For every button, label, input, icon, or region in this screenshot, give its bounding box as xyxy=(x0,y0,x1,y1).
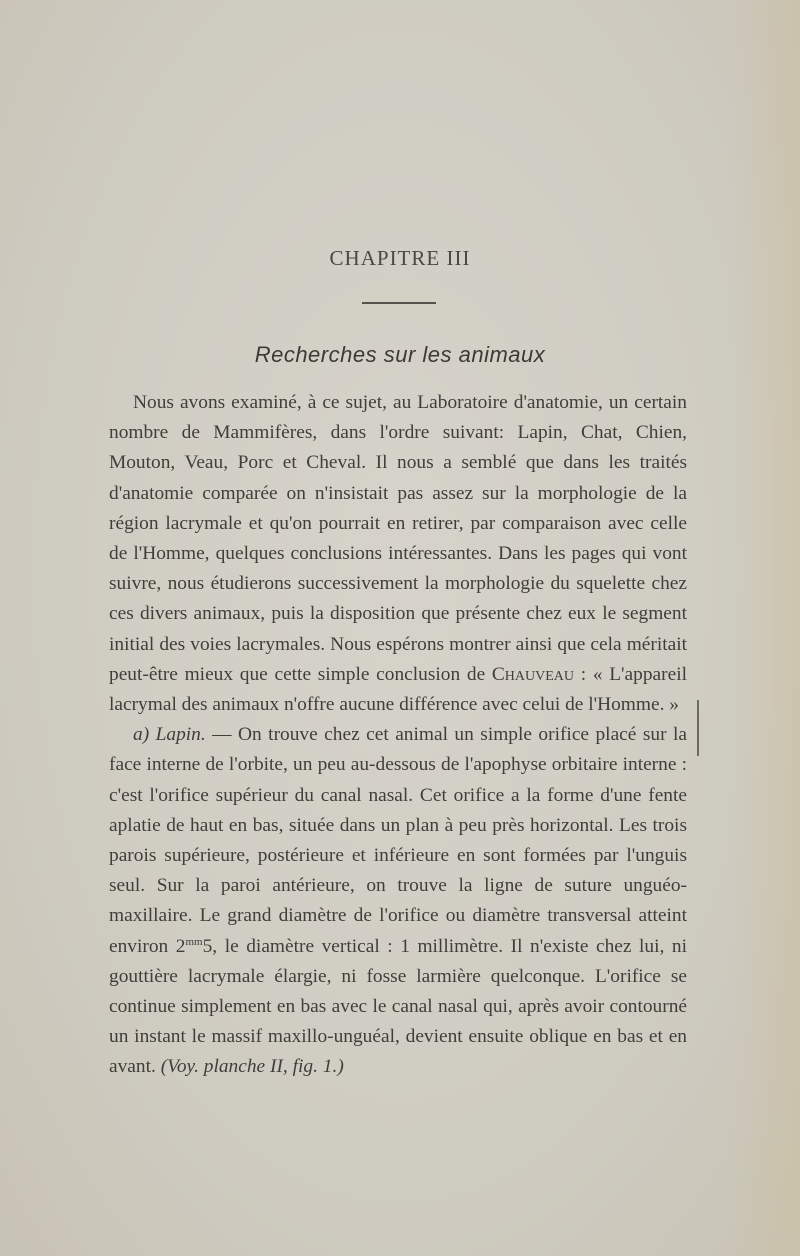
paragraph-lapin-text-a: — On trouve chez cet animal un simple orifice placé sur la face interne de l'orbite, un peu au-dessous de l'apophyse orbitaire interne : c'est l'orifice supérieur du canal nasal. Cet orifice a la forme d'une fente aplatie de haut en bas, située dans un plan à peu près horizontal. Les trois parois supérieure, postérieure et inférieure en sont formées par l'unguis seul. Sur la paroi antérieure, on trouve la ligne de suture unguéo-maxillaire. Le grand diamètre de l'orifice ou diamètre transversal atteint environ 2 xyxy=(109,724,687,957)
heading-rule xyxy=(362,302,436,304)
body-text xyxy=(109,388,687,1083)
paragraph-intro-text-a: Nous avons examiné, à ce sujet, au Laboratoire d'anatomie, un certain nombre de Mammifères, dans l'ordre suivant: Lapin, Chat, Chien, Mouton, Veau, Porc et Cheval. Il nous a semblé que dans les traités d'anatomie comparée on n'insistait pas assez sur la morphologie de la région lacrymale et qu'on pourrait en retirer, par comparaison avec celle de l'Homme, quelques conclusions intéressantes. Dans les pages qui vont suivre, nous étudierons successivement la morphologie du squelette chez ces divers animaux, puis la disposition que présente chez eux le segment initial des voies lacrymales. Nous espérons montrer ainsi que cela méritait peut-être mieux que cette simple conclusion de xyxy=(109,392,687,685)
plate-reference: (Voy. planche II, fig. 1.) xyxy=(160,1056,344,1078)
margin-mark xyxy=(697,700,699,756)
paragraph-intro-text-b: : « L'appareil lacrymal des animaux n'offre aucune différence avec celui de l'Homme. » xyxy=(109,663,687,716)
paragraph-lapin xyxy=(109,720,687,1082)
paragraph-intro xyxy=(109,388,687,720)
author-name: Chauveau xyxy=(491,663,575,685)
paragraph-lapin-text-b: 5, le diamètre vertical : 1 millimètre. Il n'existe chez lui, ni gouttière lacrymale élargie, ni fosse larmière quelconque. L'orifice se continue simplement en bas avec le canal nasal qui, après avoir contourné un instant le massif maxillo-unguéal, devient ensuite oblique en bas et en avant. xyxy=(109,935,687,1078)
section-title: Recherches sur les animaux xyxy=(254,342,546,367)
page-edge-shadow xyxy=(730,0,800,1256)
unit-superscript: mm xyxy=(185,935,203,948)
chapter-heading: CHAPITRE III xyxy=(329,246,471,270)
subsection-label: a) Lapin. xyxy=(133,724,206,746)
